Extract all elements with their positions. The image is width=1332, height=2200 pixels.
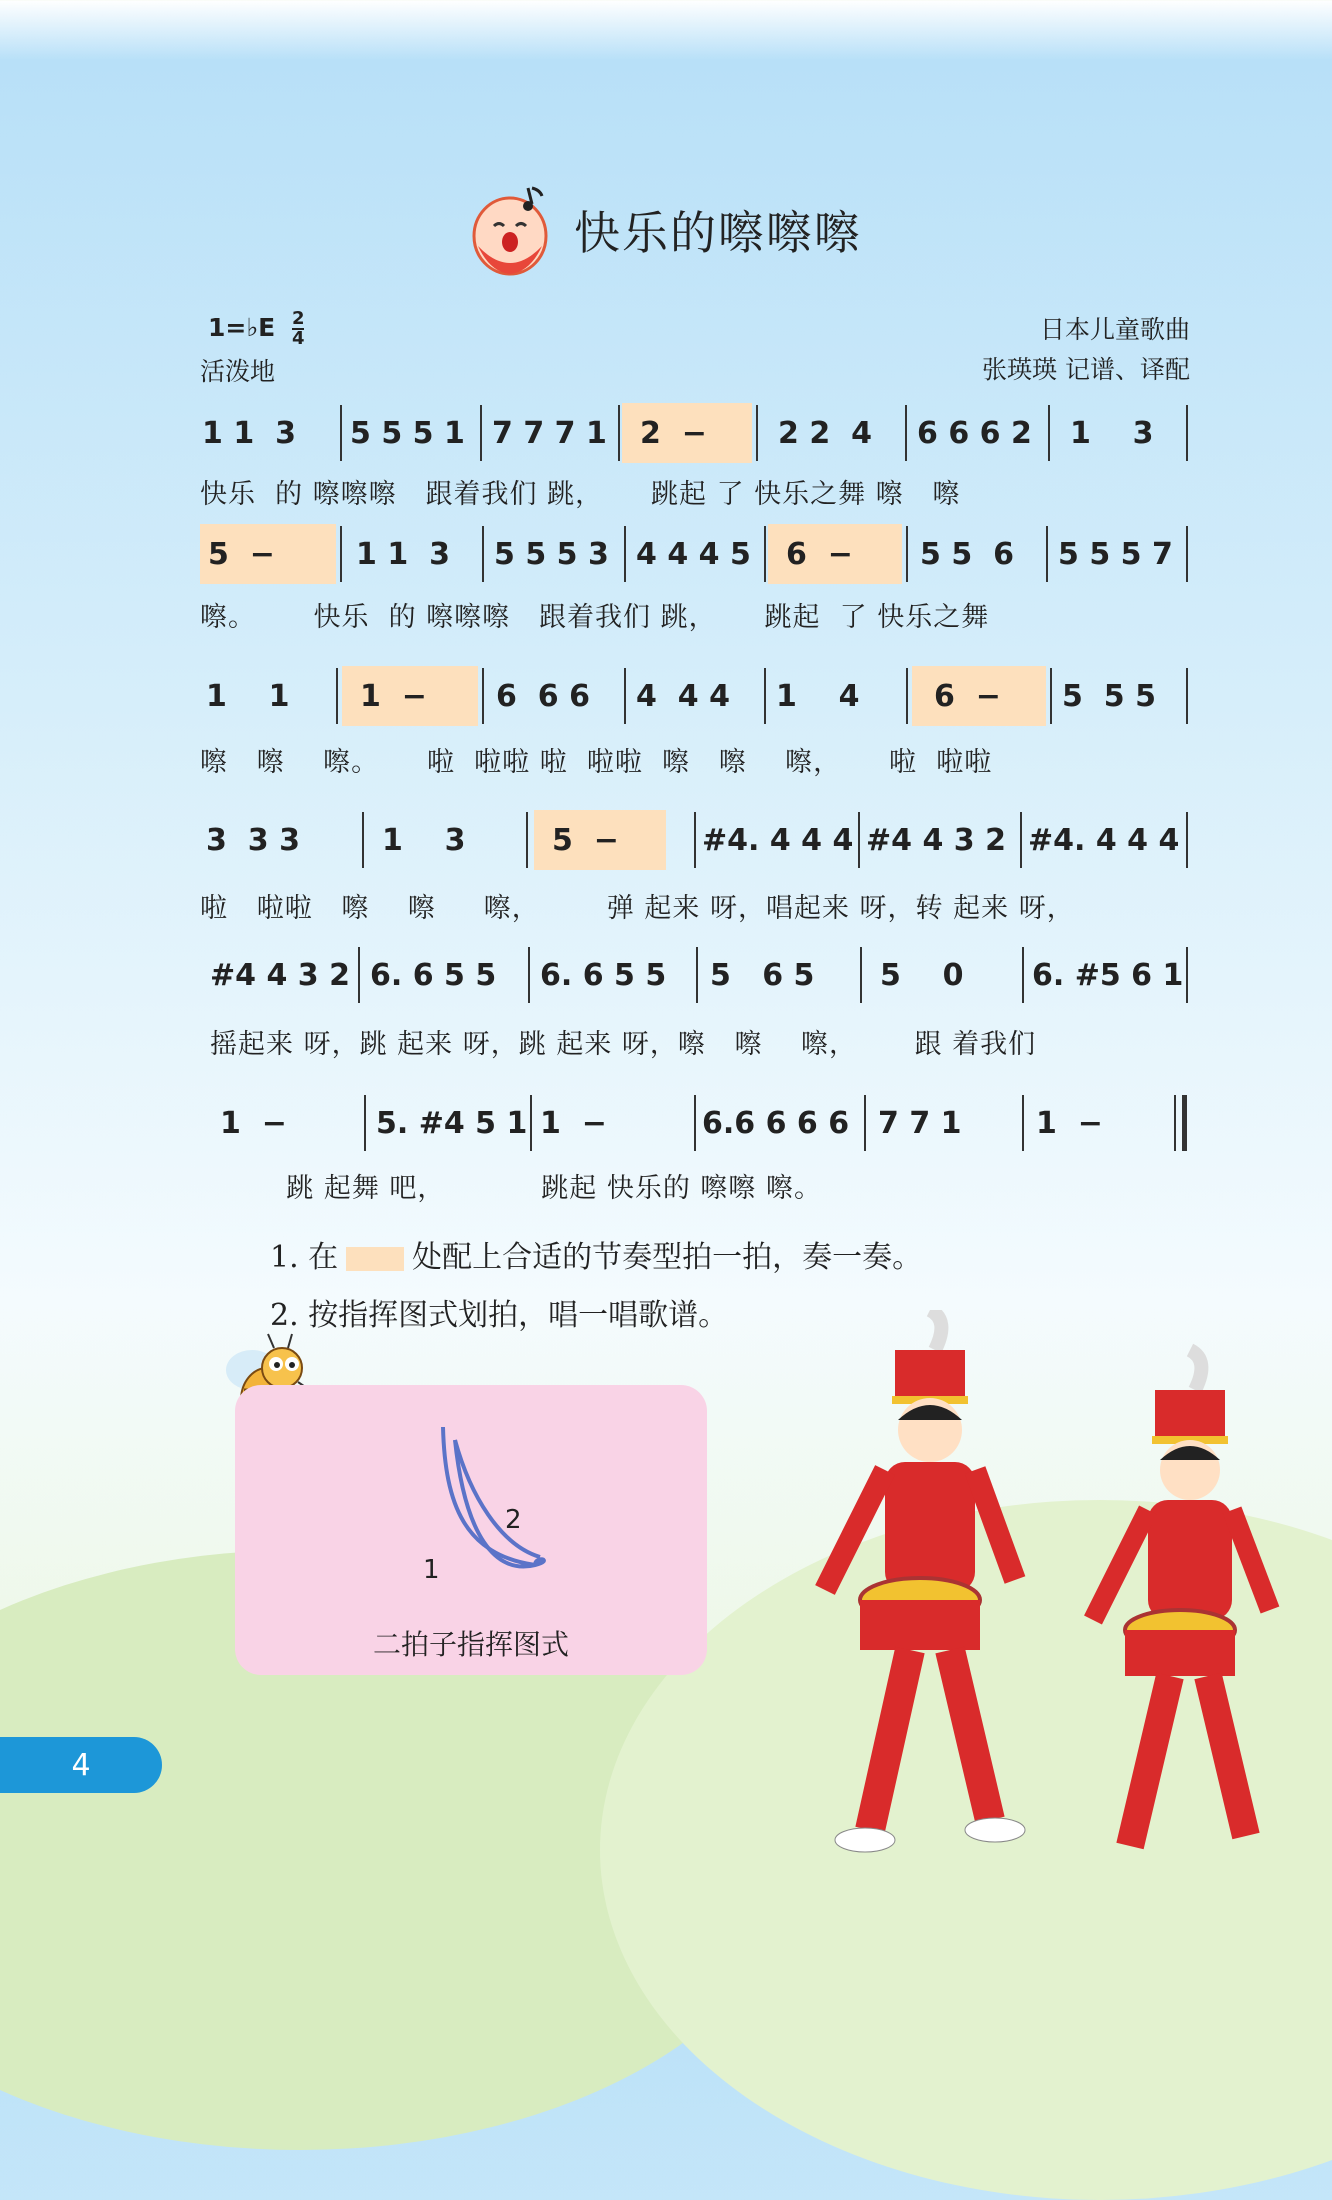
measure: 1 1: [206, 678, 290, 714]
lyrics-line-6: 跳 起舞 吧， 跳起 快乐的 嚓嚓 嚓。: [200, 1173, 822, 1204]
highlight-swatch: [346, 1247, 404, 1271]
drummer-boy-icon: [825, 1310, 1025, 1852]
song-credits: 张瑛瑛 记谱、译配: [982, 355, 1190, 384]
measure-highlighted: 5 −: [200, 524, 336, 584]
measure: 5 5 5: [1062, 678, 1156, 714]
song-title: 快乐的嚓嚓嚓: [574, 206, 862, 260]
key-signature: [208, 310, 304, 348]
two-beat-conducting-diagram: [235, 1385, 707, 1615]
measure: 1 −: [1036, 1105, 1103, 1141]
measure: 2 2 4: [778, 415, 872, 451]
measure: 6 6 6 2: [917, 415, 1032, 451]
drummer-girl-icon: [1093, 1350, 1270, 1846]
measure: #4 4 3 2: [210, 957, 350, 993]
measure-highlighted: 5 −: [534, 810, 666, 870]
measure: 6. 6 5 5: [370, 957, 497, 993]
measure-highlighted: 1 −: [342, 666, 478, 726]
instruction-2-text: 2. 按指挥图式划拍，唱一唱歌谱。: [270, 1298, 729, 1333]
marching-drummers-illustration: [780, 1310, 1300, 1870]
measure: 4 4 4: [636, 678, 730, 714]
key-signature-text: 1=♭E: [208, 313, 276, 342]
measure: 1 1 3: [202, 415, 296, 451]
measure: 1 −: [540, 1105, 607, 1141]
beat-1-label: 1: [423, 1555, 440, 1585]
score-line-1: [200, 403, 1190, 463]
measure: 6. #5 6 1: [1032, 957, 1184, 993]
measure: 4 4 4 5: [636, 536, 751, 572]
measure: 6. 6 5 5: [540, 957, 667, 993]
measure: #4 4 3 2: [866, 822, 1006, 858]
measure: 5. #4 5 1: [376, 1105, 528, 1141]
instruction-2: [270, 1290, 728, 1334]
measure: 5 0: [880, 957, 964, 993]
measure: #4. 4 4 4: [702, 822, 854, 858]
measure: 7 7 7 1: [492, 415, 607, 451]
score-line-5: [200, 945, 1190, 1005]
measure: 1 3: [1070, 415, 1154, 451]
measure-highlighted: 6 −: [912, 666, 1046, 726]
measure: 3 3 3: [206, 822, 300, 858]
measure: 1 4: [776, 678, 860, 714]
measure: 6 6 6: [496, 678, 590, 714]
score-line-3: [200, 666, 1190, 726]
measure: 6.6 6 6 6: [702, 1105, 850, 1141]
measure: 5 6 5: [710, 957, 815, 993]
measure: 5 5 5 1: [350, 415, 465, 451]
measure: 1 1 3: [356, 536, 450, 572]
instruction-1-after: 处配上合适的节奏型拍一拍，奏一奏。: [412, 1240, 923, 1275]
lyrics-line-2: 嚓。 快乐 的 嚓嚓嚓 跟着我们 跳， 跳起 了 快乐之舞: [200, 602, 990, 633]
song-header: [470, 180, 862, 280]
page-number: 4: [0, 1737, 162, 1793]
song-origin: 日本儿童歌曲: [1039, 315, 1190, 344]
measure: 5 5 5 7: [1058, 536, 1173, 572]
lyrics-line-1: 快乐 的 嚓嚓嚓 跟着我们 跳， 跳起 了 快乐之舞 嚓 嚓: [200, 479, 961, 510]
lyrics-line-5: 摇起来 呀，跳 起来 呀，跳 起来 呀，嚓 嚓 嚓， 跟 着我们: [210, 1029, 1037, 1060]
score-line-2: [200, 524, 1190, 584]
time-signature-bottom: 4: [291, 328, 305, 349]
lyrics-line-3: 嚓 嚓 嚓。 啦 啦啦 啦 啦啦 嚓 嚓 嚓， 啦 啦啦: [200, 747, 993, 778]
measure-highlighted: 2 −: [622, 403, 752, 463]
lyrics-line-4: 啦 啦啦 嚓 嚓 嚓， 弹 起来 呀，唱起来 呀，转 起来 呀，: [200, 893, 1075, 924]
singing-egg-mascot-icon: [470, 180, 556, 280]
time-signature-top: 2: [291, 308, 305, 329]
conducting-diagram-panel: [235, 1385, 707, 1675]
measure: 1 −: [220, 1105, 287, 1141]
measure: 5 5 5 3: [494, 536, 609, 572]
beat-2-label: 2: [505, 1505, 522, 1535]
instruction-1-before: 1. 在: [270, 1240, 339, 1275]
instruction-1: [270, 1232, 922, 1276]
measure: #4. 4 4 4: [1028, 822, 1180, 858]
measure: 7 7 1: [878, 1105, 962, 1141]
tempo-marking: 活泼地: [200, 357, 276, 386]
score-line-4: [200, 810, 1190, 870]
score-line-6: [200, 1093, 1190, 1153]
measure-highlighted: 6 −: [768, 524, 902, 584]
measure: 1 3: [382, 822, 466, 858]
measure: 5 5 6: [920, 536, 1014, 572]
conducting-caption: 二拍子指挥图式: [372, 1628, 569, 1661]
